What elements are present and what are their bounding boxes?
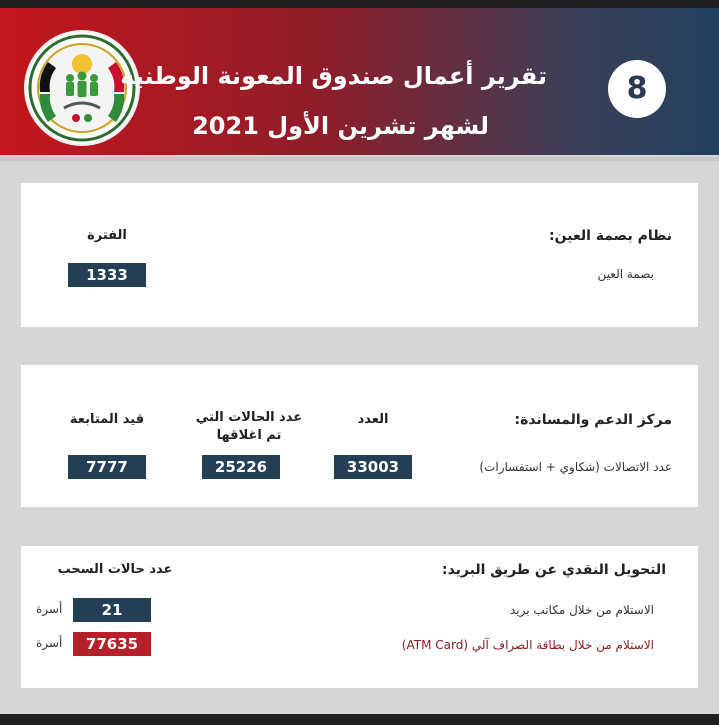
iris-card <box>21 183 698 327</box>
cash-heading: التحويل النقدي عن طريق البريد: <box>441 562 666 578</box>
divider <box>0 157 719 161</box>
support-center-card <box>21 365 698 507</box>
cash-withdrawals-header: عدد حالات السحب <box>57 562 173 577</box>
cash-row-label: الاستلام من خلال مكاتب بريد <box>510 603 654 617</box>
cash-row-value: 77635 <box>73 632 151 656</box>
support-followup-box: 7777 <box>68 455 146 479</box>
iris-period-header: الفترة <box>87 228 127 243</box>
support-closed-box: 25226 <box>202 455 280 479</box>
support-closed-header: عدد الحالات التي تم اغلاقها <box>195 410 303 443</box>
iris-heading: نظام بصمة العين: <box>549 228 672 244</box>
bottom-frame-bar <box>0 714 719 725</box>
iris-value-box: 1333 <box>68 263 146 287</box>
report-title: تقرير أعمال صندوق المعونة الوطنية <box>120 62 547 90</box>
cash-transfer-card <box>21 546 698 688</box>
support-count-box: 33003 <box>334 455 412 479</box>
cash-row-label: الاستلام من خلال بطاقة الصراف آلي (ATM Card) <box>401 638 654 652</box>
top-frame-bar <box>0 0 719 8</box>
family-unit-label: أسرة <box>36 602 63 616</box>
cash-row-value: 21 <box>73 598 151 622</box>
report-header <box>0 8 719 155</box>
support-count-header: العدد <box>357 412 389 427</box>
report-subtitle: لشهر تشرين الأول 2021 <box>192 112 489 140</box>
support-followup-header: قيد المتابعة <box>69 412 145 427</box>
support-heading: مركز الدعم والمساندة: <box>514 412 672 428</box>
support-row-label: عدد الاتصالات (شكاوي + استفسارات) <box>479 460 672 474</box>
family-unit-label: أسرة <box>36 636 63 650</box>
iris-row-label: بصمة العين <box>597 267 654 281</box>
section-number-badge: 8 <box>608 60 666 118</box>
